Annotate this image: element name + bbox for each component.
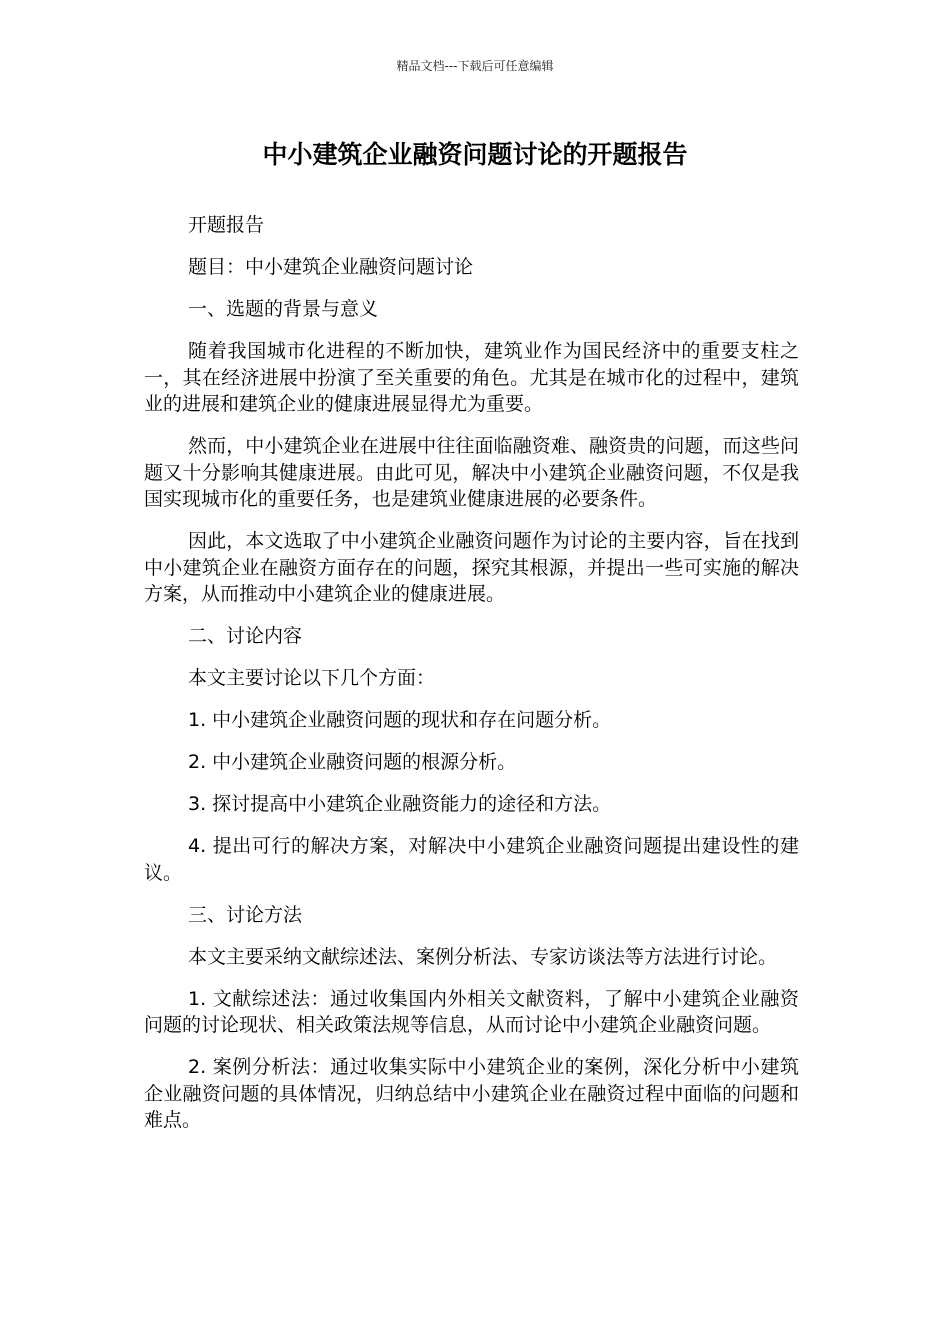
list-item: 1. 中小建筑企业融资问题的现状和存在问题分析。 [188,709,612,731]
document-body [144,212,799,1149]
list-item: 3. 探讨提高中小建筑企业融资能力的途径和方法。 [188,793,612,815]
body-paragraph: 本文主要讨论以下几个方面： [188,667,436,689]
section-heading-method: 三、讨论方法 [188,903,303,926]
section-heading-content: 二、讨论内容 [188,625,303,647]
topic-line: 题目：中小建筑企业融资问题讨论 [188,256,474,278]
list-item: 2. 中小建筑企业融资问题的根源分析。 [188,751,517,773]
body-paragraph: 本文主要采纳文献综述法、案例分析法、专家访谈法等方法进行讨论。 [188,945,778,968]
document-title: 中小建筑企业融资问题讨论的开题报告 [262,140,688,169]
list-item: 2. 案例分析法：通过收集实际中小建筑企业的案例，深化分析中小建筑企业融资问题的具体情况，归纳总结中小建筑企业在融资过程中面临的问题和难点。 [144,1056,799,1131]
page-header-note: 精品文档---下载后可任意编辑 [396,59,554,73]
body-paragraph: 因此，本文选取了中小建筑企业融资问题作为讨论的主要内容，旨在找到中小建筑企业在融资方面存在的问题，探究其根源，并提出一些可实施的解决方案，从而推动中小建筑企业的健康进展。 [144,530,799,605]
body-paragraph: 然而，中小建筑企业在进展中往往面临融资难、融资贵的问题，而这些问题又十分影响其健康进展。由此可见，解决中小建筑企业融资问题，不仅是我国实现城市化的重要任务，也是建筑业健康进展的必要条件。 [144,435,799,510]
section-label-report: 开题报告 [188,214,265,236]
list-item: 1. 文献综述法：通过收集国内外相关文献资料，了解中小建筑企业融资问题的讨论现状、相关政策法规等信息，从而讨论中小建筑企业融资问题。 [144,987,799,1036]
list-item: 4. 提出可行的解决方案，对解决中小建筑企业融资问题提出建设性的建议。 [144,835,799,884]
body-paragraph: 随着我国城市化进程的不断加快，建筑业作为国民经济中的重要支柱之一，其在经济进展中扮演了至关重要的角色。尤其是在城市化的过程中，建筑业的进展和建筑企业的健康进展显得尤为重要。 [144,340,799,415]
section-heading-background: 一、选题的背景与意义 [188,298,379,320]
